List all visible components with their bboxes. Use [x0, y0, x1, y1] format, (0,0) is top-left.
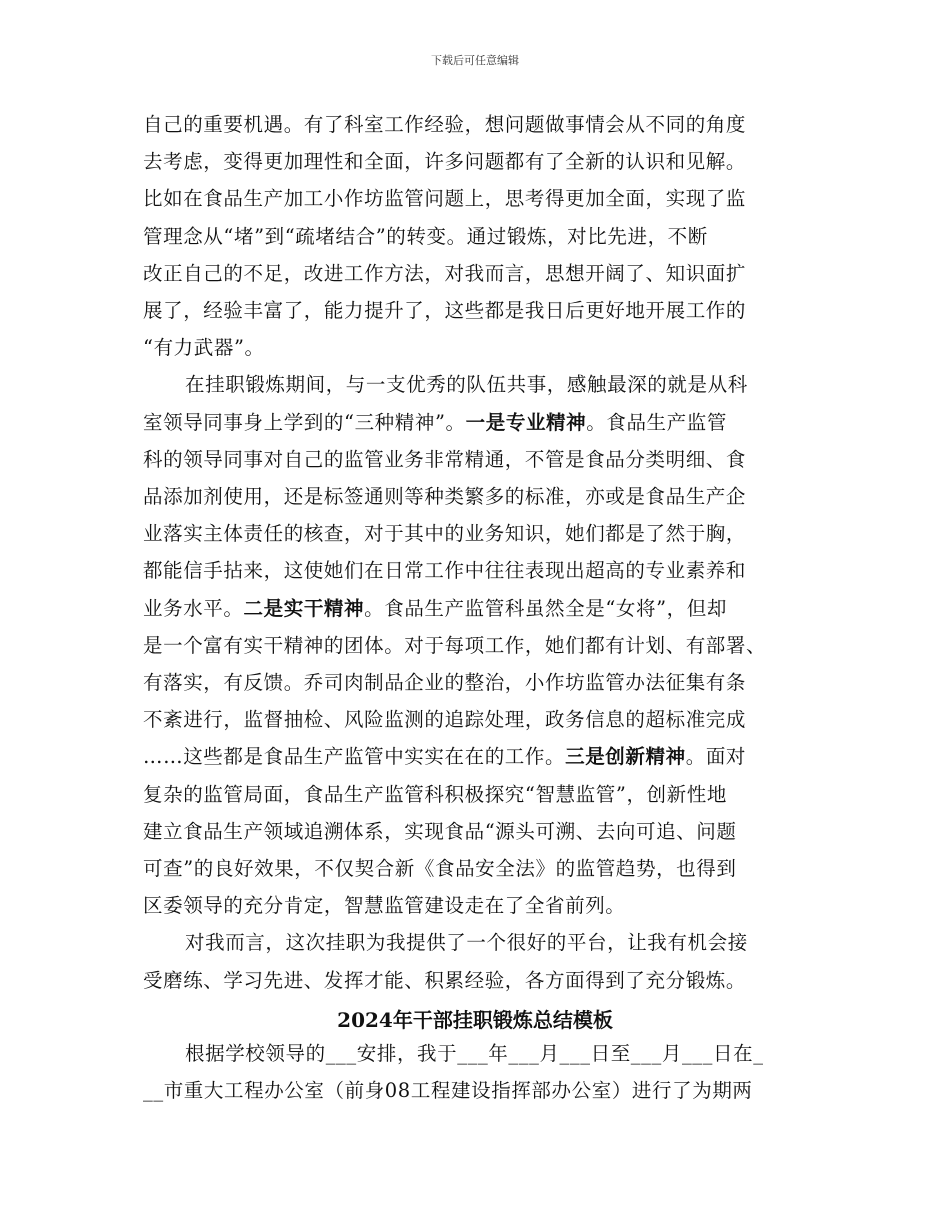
- text-run: 可查”的良好效果，不仅契合新《食品安全法》的监管趋势，也得到: [143, 857, 737, 880]
- text-line: [143, 707, 746, 733]
- text-line: [185, 372, 748, 398]
- text-run: ……这些都是食品生产监管中实实在在的工作。: [143, 745, 566, 769]
- text-run: 展了，经验丰富了，能力提升了，这些都是我日后更好地开展工作的: [143, 299, 747, 322]
- text-line: [143, 893, 625, 919]
- text-run: 。面对: [685, 745, 747, 769]
- text-run: 是一个富有实干精神的团体。对于每项工作，她们都有计划、有部署、: [143, 633, 767, 657]
- text-line: [143, 521, 746, 547]
- text-run: 都能信手拈来，这使她们在日常工作中往往表现出超高的专业素养和: [143, 559, 747, 583]
- section-title: 2024年干部挂职锻炼总结模板: [337, 1008, 613, 1032]
- text-run: 自己的重要机遇。有了科室工作经验，想问题做事情会从不同的角度: [143, 113, 747, 136]
- text-run: 区委领导的充分肯定，智慧监管建设走在了全省前列。: [143, 894, 626, 918]
- text-line: [143, 1078, 753, 1104]
- text-line: [143, 112, 746, 138]
- text-run: __市重大工程办公室（前身08工程建设指挥部办公室）进行了为期两: [143, 1079, 753, 1103]
- text-line: [185, 1041, 764, 1067]
- text-line: [143, 670, 746, 696]
- text-line: [143, 298, 746, 324]
- text-run: 在挂职锻炼期间，与一支优秀的队伍共事，感触最深的就是从科: [185, 373, 748, 397]
- bold-heading-text: 三是创新精神: [565, 745, 686, 769]
- bold-heading-text: 二是实干精神: [243, 596, 365, 620]
- bold-heading-text: 一是专业精神: [465, 410, 587, 434]
- text-run: 管理念从“堵”到“疏堵结合”的转变。通过锻炼，对比先进，不断: [143, 224, 708, 248]
- text-line: [143, 484, 746, 510]
- text-run: 。食品生产监管科虽然全是“女将”，但却: [364, 596, 727, 620]
- text-run: 受磨练、学习先进、发挥才能、积累经验，各方面得到了充分锻炼。: [143, 968, 747, 992]
- text-run: 改正自己的不足，改进工作方法，对我而言，思想开阔了、知识面扩: [143, 261, 747, 285]
- text-run: 根据学校领导的___安排，我于___年___月___日至___月___日在_: [185, 1042, 764, 1065]
- page-header: 下载后可任意编辑: [431, 54, 519, 67]
- text-run: 品添加剂使用，还是标签通则等种类繁多的标准，亦或是食品生产企: [143, 485, 747, 508]
- text-run: 业务水平。: [143, 596, 244, 620]
- text-run: 业落实主体责任的核查，对于其中的业务知识，她们都是了然于胸，: [143, 522, 747, 546]
- text-line: [143, 596, 727, 622]
- text-line: [143, 410, 727, 436]
- text-line: [185, 930, 748, 956]
- text-line: [143, 819, 736, 845]
- text-line: [143, 447, 746, 473]
- text-run: 对我而言，这次挂职为我提供了一个很好的平台，让我有机会接: [185, 931, 748, 955]
- text-line: [143, 224, 708, 250]
- text-run: 不紊进行，监督抽检、风险监测的追踪处理，政务信息的超标准完成: [143, 708, 747, 732]
- text-line: [143, 744, 746, 770]
- text-run: 比如在食品生产加工小作坊监管问题上，思考得更加全面，实现了监: [143, 187, 747, 211]
- text-run: 建立食品生产领域追溯体系，实现食品“源头可溯、去向可追、问题: [143, 819, 737, 843]
- text-line: [143, 261, 746, 287]
- text-run: 室领导同事身上学到的“三种精神”。: [143, 410, 466, 434]
- text-run: 去考虑，变得更加理性和全面，许多问题都有了全新的认识和见解。: [143, 150, 747, 174]
- text-line: [143, 335, 265, 361]
- text-line: [143, 782, 727, 808]
- text-run: 复杂的监管局面，食品生产监管科积极探究“智慧监管”，创新性地: [143, 782, 727, 806]
- text-line: [143, 633, 766, 659]
- text-run: “有力武器”。: [143, 336, 265, 360]
- text-line: [143, 856, 736, 882]
- text-line: [143, 149, 746, 175]
- text-line: [143, 968, 746, 994]
- text-line: [143, 186, 746, 212]
- text-run: 有落实，有反馈。乔司肉制品企业的整治，小作坊监管办法征集有条: [143, 671, 747, 694]
- text-run: 。食品生产监管: [586, 410, 727, 434]
- text-run: 科的领导同事对自己的监管业务非常精通，不管是食品分类明细、食: [143, 447, 747, 471]
- text-line: [143, 558, 746, 584]
